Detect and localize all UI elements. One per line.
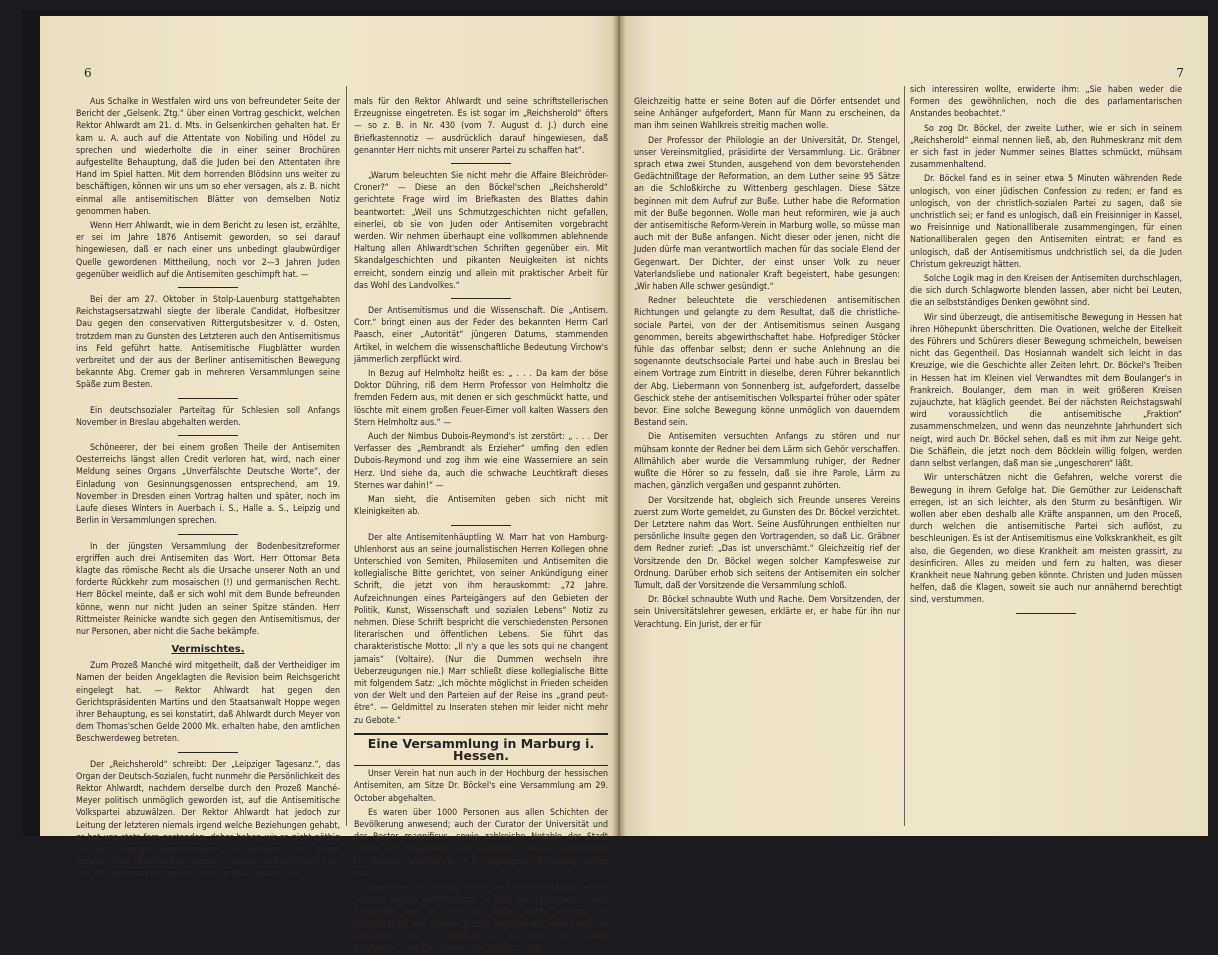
article-paragraph: Die Antisemiten versuchten Anfangs zu stören und nur mühsam konnte der Redner bei dem Lärm sich Gehör verschaffen. Allmählich aber wurde die Versammlung ruhiger, der Redner wußte die Hörer so zu fesseln, daß sie ihre Parole, Lärm zu machen, gänzlich vergaßen und gespannt zuhörten. (634, 432, 900, 492)
section-divider (178, 398, 238, 399)
left-column-2 (354, 96, 608, 954)
article-paragraph: Wir sind überzeugt, die antisemitische Bewegung in Hessen hat ihren Höhepunkt überschritten. Die Ovationen, welche der Eitelkeit des Führers und Schürers dieser Bewegung schmeicheln, beweisen nicht das Gegentheil. Das Hosiannah wandelt sich leicht in das Kreuzige, wie die Geschichte aller Zeiten lehrt. Dr. Böckel's Treiben in Hessen hat im Kleinen viel Verwandtes mit dem Boulanger's in Frankreich. Boulanger, dem man in weit größeren Kreisen zujauchzte, hat kläglich geendet. Bei der nächsten Reichstagswahl wird voraussichtlich die antisemitische „Fraktion“ zusammenschmelzen, und wenn das neunzehnte Jahrhundert sich neigt, wird auch Dr. Böckel sehen, daß es mit ihm zur Neige geht. Die Schäflein, die jetzt noch dem Böcklein willig folgen, werden dann selbst verlangen, daß man sie „ungeschoren“ läßt. (910, 312, 1182, 470)
article-paragraph: Der Antisemitismus und die Wissenschaft. Die „Antisem. Corr.“ bringt einen aus der Feder des bekannten Herrn Carl Paasch, einer „Autorität“ jüngeren Datums, stammenden Artikel, in welchem die wissenschaftliche Bedeutung Virchow's jämmerlich zerpflückt wird. (354, 306, 608, 365)
section-divider (1016, 613, 1076, 614)
left-page (40, 16, 618, 954)
article-paragraph: Unser Verein hat nun auch in der Hochburg der hessischen Antisemiten, am Sitze Dr. Böckel's eine Versammlung am 29. October abgehalten. (354, 769, 608, 804)
article-paragraph: In der jüngsten Versammlung der Bodenbesitzreformer ergriffen auch drei Antisemiten das Wort. Herr Ottomar Beta klagte das römische Recht als die Ursache unserer Noth an und forderte Rückkehr zum mosaischen (!) und germanischen Recht. Herr Böckel meinte, daß er sich wohl mit dem Bunde befreunden könne, wenn nur nicht Juden an seiner Spitze ständen. Herr Rittmeister Reinicke wandte sich gegen den Antisemitismus, der nur Personen, aber nicht die Sache bekämpfe. (76, 541, 340, 637)
section-divider (451, 163, 511, 164)
article-paragraph: Wir unterschätzen nicht die Gefahren, welche vorerst die Bewegung in ihrem Gefolge hat. Die Gemüther zur Leidenschaft erregen, ist an sich leichter, als den Sturm zu besänftigen. Wir wollen aber eben deshalb alle Kräfte anspannen, um den Proceß, durch welchen die antisemitische Partei sich auflöst, zu beschleunigen. Es ist der Antisemitismus eine Volkskrankheit, es gilt also, die Gegenden, wo diese Krankheit am meisten grassirt, zu desinficiren. Alles zu meiden und fern zu halten, was dieser Krankheit neue Nahrung geben könnte. Christen und Juden müssen helfen, daß die Klagen, soweit sie auch nur annähernd berechtigt sind, verstummen. (910, 473, 1182, 606)
article-paragraph: Der Vorsitzende hat, obgleich sich Freunde unseres Vereins zuerst zum Worte gemeldet, zu Gunsten des Dr. Böckel verzichtet. Der Letztere nahm das Wort. Seine Ausführungen enthielten nur persönliche Insulte gegen den Vortragenden, so daß Lic. Gräbner dem Redner zurief: „Das ist unverschämt.“ Gleichzeitig rief der Vorsitzende den Dr. Böckel wegen solcher Kampfesweise zur Ordnung. Darüber erhob sich seitens der Antisemiten ein solcher Tumult, daß der Vorsitzende die Versammlung schloß. (634, 495, 900, 591)
article-paragraph: mals für den Rektor Ahlwardt und seine schriftstellerischen Erzeugnisse eingetreten. Es ist sogar im „Reichsherold“ öfters — so z. B. in Nr. 430 (vom 7. August d. J.) durch eine Briefkastennotiz — ausdrücklich darauf hingewiesen, daß genannter Herr nichts mit unserer Partei zu schaffen hat“. (354, 97, 608, 156)
article-paragraph: So zog Dr. Böckel, der zweite Luther, wie er sich in seinem „Reichsherold“ einmal nennen ließ, ab, den Ruhmeskranz mit dem er sich fast in jeder Nummer seines Blattes schmückt, mühsam zusammenhaltend. (910, 123, 1182, 171)
article-paragraph: Man sieht, die Antisemiten geben sich nicht mit Kleinigkeiten ab. (354, 495, 608, 518)
article-paragraph: Der „Reichsherold“ schreibt: Der „Leipziger Tagesanz.“, das Organ der Deutsch-Sozialen, fucht nunmehr die Persönlichkeit des Rektor Ahlwardt, nachdem derselbe durch den Prozeß Manché-Meyer politisch unmöglich geworden ist, auf die Antisemitische Volkspartei abzuwälzen. Der Rektor Ahlwardt hat jedoch zur Leitung der letzteren niemals irgend welche Beziehungen gehabt, er hat uns stets fern gestanden, daher haben wir es nicht nöthig wie der Leipziger Tagesanzeiger „mit Bedauern“ von dieser Persönlichkeit „Abschied zu nehmen“. Zumal der Reichsherold ist, was ihm von manchen seiner Leser verdacht wurde, nie- (76, 759, 340, 880)
article-paragraph: Zum Prozeß Manché wird mitgetheilt, daß der Vertheidiger im Namen der beiden Angeklagten die Revision beim Reichsgericht eingelegt hat. — Rektor Ahlwardt hat gegen den Gerichtspräsidenten Martins und den Staatsanwalt Hoppe wegen ihrer Behauptung, es sei konstatirt, daß Ahlwardt durch Meyer von dem Thomas'schen Gelde 2000 Mk. erhalten habe, den amtlichen Beschwerdeweg betreten. (76, 661, 341, 745)
article-paragraph: „Warum beleuchten Sie nicht mehr die Affaire Bleichröder-Croner?“ — Diese an den Böckel'schen „Reichsherold“ gerichtete Frage wird im Briefkasten des Blattes dahin beantwortet: „Weil uns Schmutzgeschichten nicht gefallen, einerlei, ob sie von Juden oder Antisemiten vorgebracht werden. Wir nehmen überhaupt eine vollkommen ablehnende Haltung allen Ahlwardt'schen Schriften gegenüber ein. Mit Skandalgeschichten und pikanten Neuigkeiten ist nichts erreicht, sondern einzig und allein mit praktischer Arbeit für das Wohl des Landvolkes.“ (354, 171, 608, 291)
section-divider (178, 287, 238, 288)
article-paragraph: Solche Logik mag in den Kreisen der Antisemiten durchschlagen, die sich durch Schlagworte blenden lassen, aber nicht bei Leuten, die an selbstständiges Denken gewöhnt sind. (910, 274, 1182, 309)
article-paragraph: In Bezug auf Helmholtz heißt es: „ . . . Da kam der böse Doktor Dühring, riß dem Herrn Professor von Helmholtz die fremden Federn aus, mit denen er sich geschmückt hatte, und löschte mit einem großen Feuer-Eimer voll kalten Wassers den Stern Helmholtz aus.“ — (354, 369, 608, 428)
page-number-left: 6 (84, 66, 92, 80)
article-paragraph: Dr. Böckel fand es in seiner etwa 5 Minuten währenden Rede unlogisch, von einer jüdischen Confession zu reden; er fand es unlogisch, von der christlich-sozialen Partei zu sagen, daß sie unchristlich sei; er fand es unlogisch, daß ein Freisinniger in Kassel, wo Freisinnige und Nationalliberale zusammengingen, für einen Nationalliberalen gegen den Antisemiten eintrat; er fand es unlogisch, daß der Antisemitismus undchristlich sei, da die Juden Christum gekreuzigt hätten. (910, 174, 1182, 270)
section-divider (178, 534, 238, 535)
section-divider (178, 752, 238, 753)
article-paragraph: Kaum war am Sonntag vorher die Bekanntmachung Seitens unseres Vereins veröffentlicht, so hielt die Gegenpartei einen Kriegsrath, was zu thun. Dr. Böckel wollte anfangs der Versammlung fern bleiben, jedoch zwangen ihn seine Leute, an derselben Theil zu nehmen; er rief aber noch seinen Adjutanten, den Abg. Werner aus Kassel zu Hilfe. (354, 882, 608, 954)
page-number-right: 7 (1176, 66, 1184, 80)
left-column-1 (76, 96, 341, 880)
book-gutter (612, 16, 626, 836)
article-paragraph: Es waren über 1000 Personen aus allen Schichten der Bevölkerung anwesend; auch der Curator der Universität und der Rector magnificus, sowie zahlreiche Notable der Stadt hatten sich eingefunden und begrüßten unseren Schriftführer Lic. Gräbner, welcher der an ihn ergangenen Einladung gefolgt war. (354, 807, 608, 879)
section-divider (451, 525, 511, 526)
section-divider (451, 298, 511, 299)
column-divider (904, 86, 905, 826)
article-paragraph: sich interessiren wollte, erwiderte ihm: „Sie haben weder die Formen des gewöhnlichen, noch die des parlamentarischen Anstandes beobachtet.“ (910, 85, 1182, 120)
column-divider (346, 86, 347, 826)
article-paragraph: Der alte Antisemitenhäuptling W. Marr hat von Hamburg-Uhlenhorst aus an seine journalistischen Herren Kollegen ohne Unterschied von Semiten, Philosemiten und Antisemiten die kollegialische Bitte gerichtet, von seiner Ankündigung einer Schrift, die jetzt von ihm herauskommt: „72 Jahre. Aufzeichnungen eines Parteigängers auf den Gebieten der Politik, Kunst, Wissenschaft und sozialen Lebens“ Notiz zu nehmen. Diese Schrift bespricht die verschiedensten Personen literarischen und öffentlichen Lebens. Sie führt das charakteristische Motto: „Il n'y a que les sots qui ne changent jamais“ (Voltaire). (Nur die Dummen wechseln ihre Ueberzeugungen nie.) Marr schließt diese kollegialische Bitte mit folgendem Satz: „Ich möchte möglichst in Frieden scheiden von der Welt und den Parteien auf der Reise ins „grand peut-être“. — Geldmittel zu Inseraten stehen mir leider nicht mehr zu Gebote.“ (354, 532, 608, 726)
article-paragraph: Aus Schalke in Westfalen wird uns von befreundeter Seite der Bericht der „Gelsenk. Ztg.“ über einen Vortrag geschickt, welchen Rektor Ahlwardt am 21. d. Mts. in Gelsenkirchen gehalten hat. Er kam u. A. auch auf die Attentate von Nobiling und Hödel zu sprechen und wiederholte die in einer seiner Brochüren aufgestellte Behauptung, daß die Juden bei den Attentaten ihre Hand im Spiel hatten. Mit dem horrenden Blödsinn uns weiter zu beschäftigen, können wir uns um so eher versagen, als z. B. nicht einmal alle antisemitischen Blätter von demselben Notiz genommen haben. (76, 97, 340, 217)
article-paragraph: Redner beleuchtete die verschiedenen antisemitischen Richtungen und gelangte zu dem Resultat, daß die christliche-sociale Partei, von der der Antisemitismus seinen Ausgang genommen, bereits abgewirthschaftet habe. Hofprediger Stöcker fühle das offenbar selbst; denn er suche Anlehnung an die sogenannte deutschsociale Partei und habe auch in Breslau bei einem Vortrage zum Eintritt in dieselbe, deren Führer bekanntlich der Abg. Liebermann von Sonnenberg ist, aufgefordert, dasselbe Geschick stehe der antisemitischen Volkspartei früher oder später bevor. Eine solche Bewegung könne unmöglich von dauerndem Bestand sein. (634, 296, 900, 429)
section-divider (178, 435, 238, 436)
article-headline: Eine Versammlung in Marburg i. Hessen. (354, 733, 608, 766)
article-paragraph: Schöneerer, der bei einem großen Theile der Antisemiten Oesterreichs längst allen Credit verloren hat, wird, nach einer Meldung seines Organs „Unverfälschte Deutsche Worte“, der Einladung von Gesinnungsgenossen entsprechend, am 19. November in Dresden einen Vortrag halten und später, noch im Laufe dieses Winters in Auerbach i. S., Halle a. S., Leipzig und Berlin in Versammlungen sprechen. (76, 443, 340, 527)
article-paragraph: Wenn Herr Ahlwardt, wie in dem Bericht zu lesen ist, erzählte, er sei im Jahre 1876 Antisemit geworden, so sei darauf hingewiesen, daß er nach einer uns unbedingt glaubwürdiger Quelle gewordenen Mittheilung, noch vor 2—3 Jahren Juden gegenüber weidlich auf die Antisemiten geschimpft hat. — (76, 221, 340, 280)
article-paragraph: Der Professor der Philologie an der Universität, Dr. Stengel, unser Vereinsmitglied, präsidirte der Versammlung. Lic. Gräbner sprach etwa zwei Stunden, ausgehend von dem bevorstehenden Gedächtnißtage der Reformation, an dem Luther seine 95 Sätze an die Schloßkirche zu Wittenberg geschlagen. Diese Sätze beginnen mit dem Aufruf zur Buße. Luther habe die Reformation mit der Buße begonnen. Wolle man heut reformiren, wie ja auch der antisemitische Reform-Verein in Marburg wolle, so müsse man auch mit der Buße anfangen. Nicht dieser oder jenen, nicht die Juden dürfe man verantwortlich machen für das sociale Elend der Gegenwart. Der Dichter, der einst unser Volk zu neuer Vaterlandsliebe und nationaler Kraft begeistert, habe gesungen: „Wir haben Alle schwer gesündigt.“ (634, 135, 900, 293)
article-paragraph: Gleichzeitig hatte er seine Boten auf die Dörfer entsendet und seine Anhänger aufgefordert, Mann für Mann zu erscheinen, da man ihm seinen Wahlkreis streitig machen wolle. (634, 97, 900, 132)
article-paragraph: Auch der Nimbus Dubois-Reymond's ist zerstört: „ . . . Der Verfasser des „Rembrandt als Erzieher“ umfing den edlen Dubois-Reymond und zog ihm wie eine Wasserniere an sein Herz. Und siehe da, auch die schwache Leuchtkraft dieses Sternes war dahin!“ — (354, 432, 608, 491)
article-paragraph: Ein deutschsozialer Parteitag für Schlesien soll Anfangs November in Breslau abgehalten werden. (76, 405, 340, 428)
right-column-1 (634, 96, 900, 836)
section-heading: Vermischtes. (171, 644, 245, 656)
right-column-2 (910, 84, 1182, 824)
right-page (618, 16, 1208, 836)
article-paragraph: Bei der am 27. Oktober in Stolp-Lauenburg stattgehabten Reichstagsersatzwahl siegte der liberale Candidat, Hofbesitzer Dau gegen den conservativen Rittergutsbesitzer v. d. Osten, trotzdem man zu Gunsten des Letzteren auch den Antisemitismus ins Feld geführt hatte. Antisemitische Flugblätter wurden verbreitet und der aus der Berliner antisemitischen Bewegung bekannte Abg. Cremer gab in mehreren Versammlungen seine Späße zum Besten. (76, 295, 340, 391)
article-paragraph: Dr. Böckel schnaubte Wuth und Rache. Dem Vorsitzenden, der sein Universitätslehrer gewesen, erklärte er, er habe für ihn nur Verachtung. Ein Jurist, der er für (634, 595, 900, 630)
